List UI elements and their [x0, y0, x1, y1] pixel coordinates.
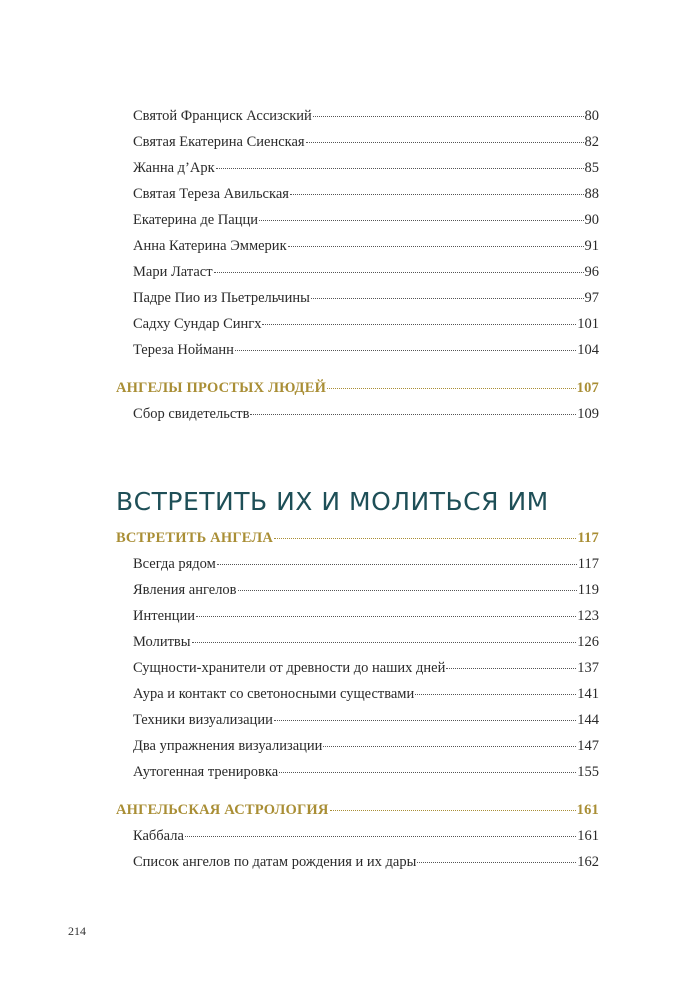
toc-entry: [133, 711, 599, 729]
toc-section-page: 161: [576, 802, 599, 818]
toc-entry-title: Техники визуализации: [133, 712, 273, 728]
toc-entry-page: 109: [577, 406, 599, 422]
toc-entry-page: 90: [584, 212, 599, 228]
toc-entry: [133, 763, 599, 781]
toc-section-title: АНГЕЛЫ ПРОСТЫХ ЛЮДЕЙ: [116, 380, 327, 396]
leader-dots: [288, 246, 584, 247]
toc-entry-page: 97: [584, 290, 599, 306]
toc-entry-page: 96: [584, 264, 599, 280]
leader-dots: [196, 616, 576, 617]
toc-entry-title: Явления ангелов: [133, 582, 237, 598]
toc-entry-page: 101: [577, 316, 599, 332]
toc-entry: [133, 107, 599, 125]
leader-dots: [415, 694, 576, 695]
toc-section-page: 107: [576, 380, 599, 396]
leader-dots: [250, 414, 576, 415]
toc-entry-page: 141: [577, 686, 599, 702]
leader-dots: [330, 810, 576, 811]
toc-entry-title: Сбор свидетельств: [133, 406, 250, 422]
leader-dots: [192, 642, 577, 643]
leader-dots: [274, 720, 576, 721]
toc-entry-title: Два упражнения визуализации: [133, 738, 323, 754]
toc-entry: [133, 581, 599, 599]
toc-entry-title: Анна Катерина Эммерик: [133, 238, 287, 254]
leader-dots: [238, 590, 577, 591]
leader-dots: [185, 836, 576, 837]
leader-dots: [446, 668, 576, 669]
leader-dots: [217, 564, 577, 565]
toc-entry-title: Интенции: [133, 608, 196, 624]
toc-entry-title: Тереза Нойманн: [133, 342, 234, 358]
toc-entry-page: 162: [577, 854, 599, 870]
toc-entry: [133, 659, 599, 677]
leader-dots: [323, 746, 576, 747]
toc-section-page: 117: [577, 530, 599, 546]
toc-entry: [133, 237, 599, 255]
toc-entry-title: Святая Тереза Авильская: [133, 186, 289, 202]
toc-entry: [133, 289, 599, 307]
leader-dots: [313, 116, 584, 117]
toc-entry: [133, 341, 599, 359]
toc-entry-title: Молитвы: [133, 634, 191, 650]
toc-entry: [133, 185, 599, 203]
toc-entry: [133, 159, 599, 177]
toc-entry-page: 91: [584, 238, 599, 254]
leader-dots: [417, 862, 576, 863]
toc-entry-title: Екатерина де Пацци: [133, 212, 258, 228]
toc-section-heading: [116, 529, 599, 547]
toc-entry-title: Святой Франциск Ассизский: [133, 108, 312, 124]
toc-entry-title: Каббала: [133, 828, 184, 844]
leader-dots: [327, 388, 576, 389]
toc-entry: [133, 737, 599, 755]
toc-entry-title: Падре Пио из Пьетрельчины: [133, 290, 310, 306]
leader-dots: [306, 142, 584, 143]
toc-entry-page: 126: [577, 634, 599, 650]
part-title: ВСТРЕТИТЬ ИХ И МОЛИТЬСЯ ИМ: [116, 487, 549, 516]
leader-dots: [216, 168, 584, 169]
toc-entry: [133, 133, 599, 151]
toc-entry-page: 137: [577, 660, 599, 676]
toc-entry-title: Сущности-хранители от древности до наших дней: [133, 660, 446, 676]
toc-entry-page: 119: [577, 582, 599, 598]
toc-section-heading: [116, 801, 599, 819]
toc-entry: [133, 607, 599, 625]
leader-dots: [214, 272, 584, 273]
toc-entry: [133, 315, 599, 333]
toc-entry-page: 161: [577, 828, 599, 844]
toc-entry-title: Всегда рядом: [133, 556, 216, 572]
toc-entry-page: 88: [584, 186, 599, 202]
page-number: 214: [68, 924, 86, 938]
leader-dots: [262, 324, 576, 325]
toc-entry-title: Аутогенная тренировка: [133, 764, 279, 780]
toc-entry-page: 155: [577, 764, 599, 780]
leader-dots: [311, 298, 584, 299]
toc-entry-title: Святая Екатерина Сиенская: [133, 134, 305, 150]
toc-entry-page: 82: [584, 134, 599, 150]
toc-entry-page: 144: [577, 712, 599, 728]
toc-entry: [133, 827, 599, 845]
leader-dots: [279, 772, 576, 773]
toc-section-title: АНГЕЛЬСКАЯ АСТРОЛОГИЯ: [116, 802, 329, 818]
leader-dots: [235, 350, 576, 351]
toc-entry: [133, 633, 599, 651]
toc-entry: [133, 405, 599, 423]
toc-entry-title: Мари Латаст: [133, 264, 213, 280]
toc-entry-title: Список ангелов по датам рождения и их дары: [133, 854, 417, 870]
toc-entry-title: Аура и контакт со светоносными существами: [133, 686, 415, 702]
toc-entry: [133, 685, 599, 703]
toc-entry-page: 80: [584, 108, 599, 124]
toc-entry-page: 123: [577, 608, 599, 624]
toc-entry-page: 147: [577, 738, 599, 754]
toc-section-heading: [116, 379, 599, 397]
toc-entry-page: 104: [577, 342, 599, 358]
toc-section-title: ВСТРЕТИТЬ АНГЕЛА: [116, 530, 274, 546]
toc-entry: [133, 211, 599, 229]
leader-dots: [290, 194, 584, 195]
toc-entry: [133, 263, 599, 281]
toc-entry-title: Садху Сундар Сингх: [133, 316, 262, 332]
toc-entry-page: 117: [577, 556, 599, 572]
toc-entry-page: 85: [584, 160, 599, 176]
leader-dots: [274, 538, 576, 539]
leader-dots: [259, 220, 584, 221]
toc-entry: [133, 853, 599, 871]
toc-entry-title: Жанна д’Арк: [133, 160, 215, 176]
toc-entry: [133, 555, 599, 573]
